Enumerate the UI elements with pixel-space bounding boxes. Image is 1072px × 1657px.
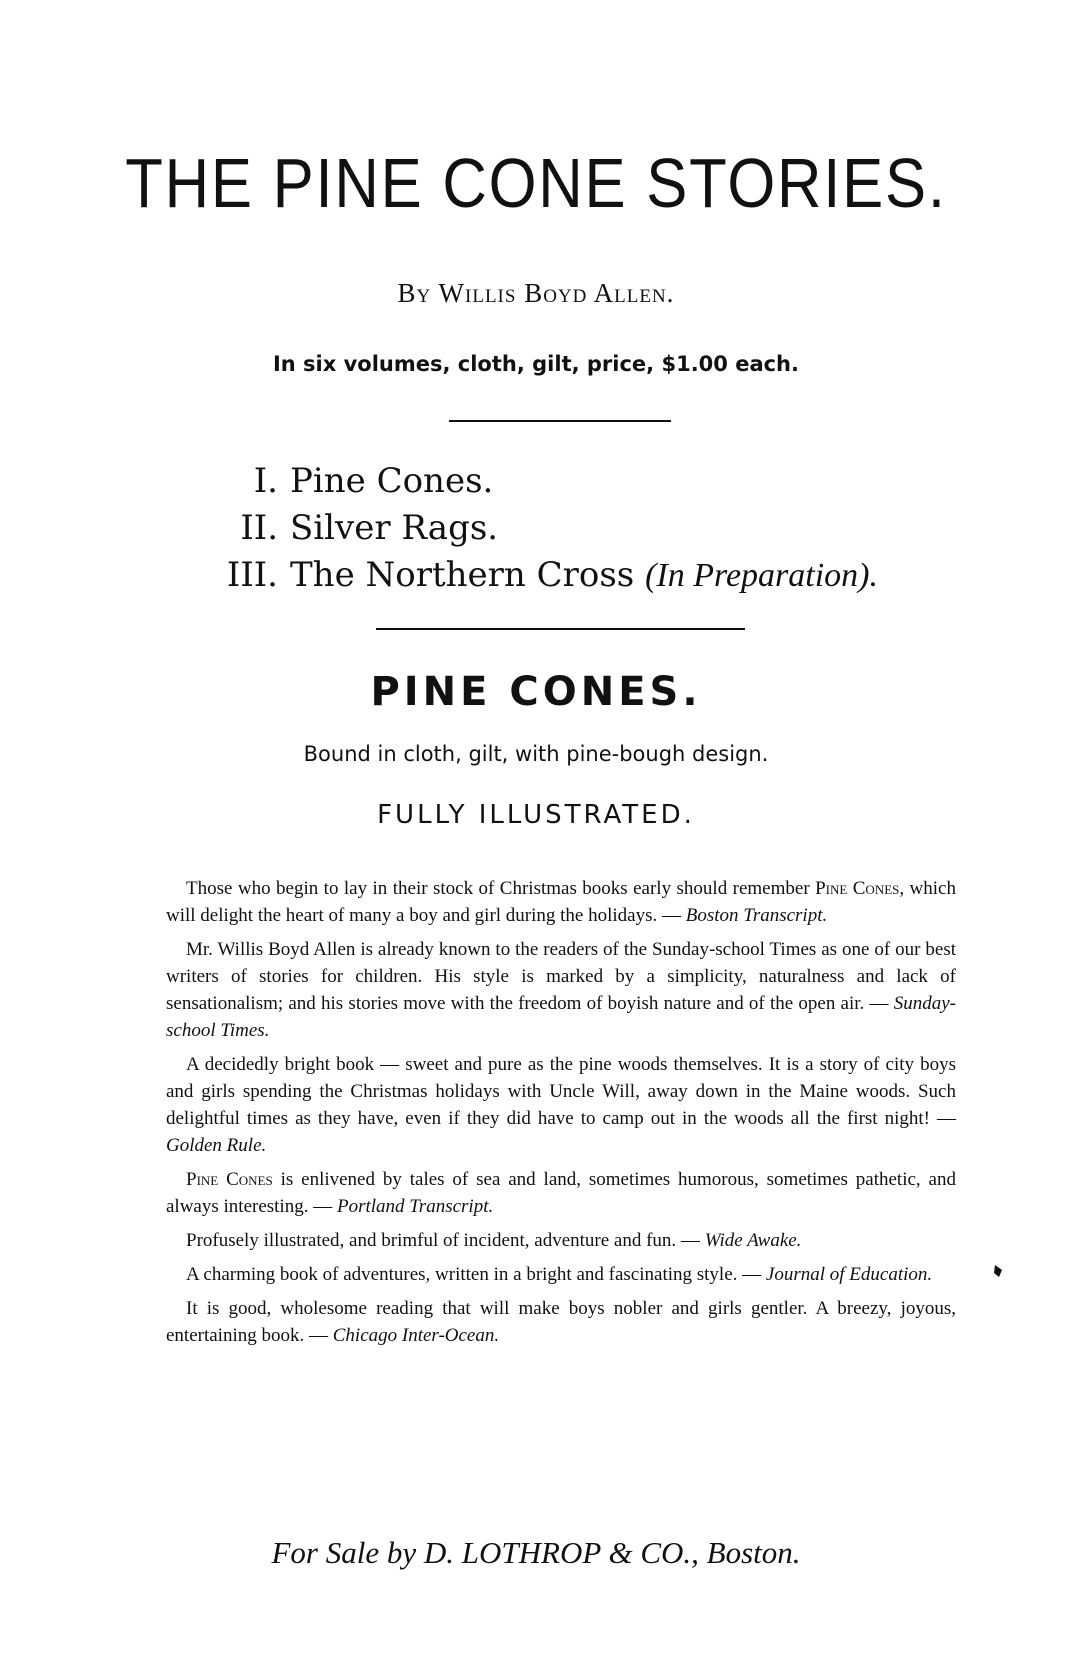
- author-line: By Willis Boyd Allen.: [397, 278, 675, 308]
- review-item: [166, 1227, 956, 1254]
- volume-item: [190, 458, 878, 505]
- volume-numeral: I.: [253, 461, 278, 501]
- binding-line: Bound in cloth, gilt, with pine-bough design.: [303, 742, 769, 766]
- review-text: Mr. Willis Boyd Allen is already known to the readers of the Sunday-school Times as one of our best writers of stories for children. His style is marked by a simplicity, naturalness and lack of sensationalism; and his stories move with the freedom of boyish nature and of the open air. —: [166, 939, 956, 1014]
- review-item: [166, 1295, 956, 1349]
- review-item: [166, 1051, 956, 1159]
- review-source: Sunday-school Times.: [166, 993, 956, 1041]
- page-title: THE PINE CONE STORIES.: [125, 144, 947, 222]
- review-item: [166, 936, 956, 1044]
- book-name: Pine Cones: [815, 878, 900, 899]
- review-source: Journal of Education.: [765, 1264, 933, 1285]
- book-name: Pine Cones: [186, 1169, 273, 1190]
- review-source: Wide Awake.: [704, 1230, 802, 1251]
- publisher-line: For Sale by D. LOTHROP & CO., Boston.: [271, 1535, 801, 1570]
- volume-title: The Northern Cross: [290, 555, 646, 595]
- review-source: Golden Rule.: [166, 1135, 267, 1156]
- review-item: [166, 1261, 956, 1288]
- ink-blot-mark: [993, 1264, 1003, 1278]
- volume-item: [190, 505, 878, 552]
- review-list: [166, 875, 956, 1356]
- review-source: Chicago Inter-Ocean.: [332, 1325, 500, 1346]
- review-text: , which will delight the heart of many a boy and girl during the holidays. —: [166, 878, 956, 926]
- review-source: Portland Transcript.: [336, 1196, 494, 1217]
- review-text: Profusely illustrated, and brimful of incident, adventure and fun. —: [186, 1230, 705, 1251]
- review-text: A decidedly bright book — sweet and pure as the pine woods themselves. It is a story of city boys and girls spending the Christmas holidays with Uncle Will, away down in the Maine woods. Such delightful times as they have, even if they did have to camp out in the woods all the first night! —: [166, 1054, 956, 1129]
- volume-item: [190, 552, 878, 599]
- review-text: Those who begin to lay in their stock of Christmas books early should remember: [186, 878, 816, 899]
- volume-title: Pine Cones.: [290, 461, 494, 501]
- review-text: A charming book of adventures, written in a bright and fascinating style. —: [186, 1264, 766, 1285]
- divider-rule: [449, 420, 671, 422]
- illustrated-line: FULLY ILLUSTRATED.: [377, 800, 695, 830]
- divider-rule: [376, 628, 745, 630]
- review-source: Boston Transcript.: [685, 905, 828, 926]
- volume-note: (In Preparation).: [645, 557, 878, 594]
- review-item: [166, 875, 956, 929]
- volume-title: Silver Rags.: [290, 508, 499, 548]
- price-line: In six volumes, cloth, gilt, price, $1.00 each.: [272, 352, 799, 376]
- review-text: is enlivened by tales of sea and land, sometimes humorous, sometimes pathetic, and always interesting. —: [166, 1169, 956, 1217]
- review-text: It is good, wholesome reading that will make boys nobler and girls gentler. A breezy, joyous, entertaining book. —: [166, 1298, 956, 1346]
- section-title: PINE CONES.: [370, 669, 702, 715]
- volume-list: [190, 458, 878, 599]
- volume-numeral: II.: [240, 508, 278, 548]
- review-item: [166, 1166, 956, 1220]
- volume-numeral: III.: [226, 555, 278, 595]
